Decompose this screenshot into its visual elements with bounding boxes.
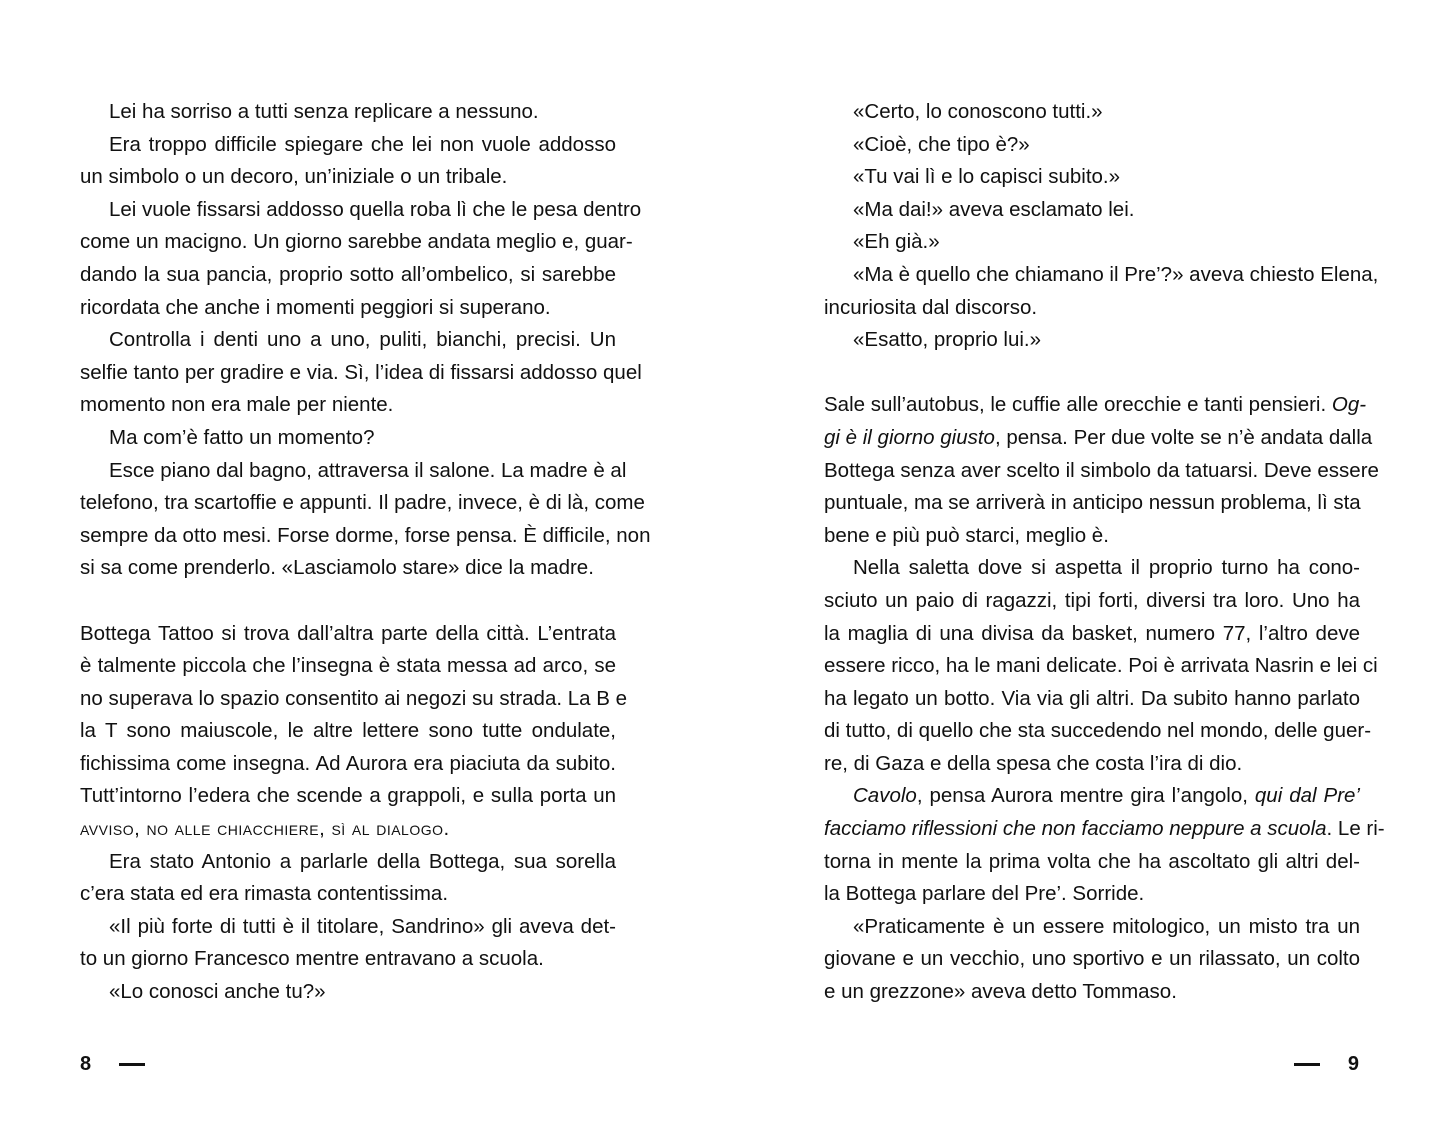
right-page xyxy=(824,96,1385,1009)
left-page xyxy=(80,96,651,1009)
text-line: facciamo riflessioni che non facciamo neppure a scuola. Le ri- xyxy=(824,817,1385,841)
text-line: Bottega senza aver scelto il simbolo da tatuarsi. Deve essere xyxy=(824,458,1379,482)
text-line: fichissima come insegna. Ad Aurora era piaciuta da subito. xyxy=(80,751,616,775)
folio-dash xyxy=(1294,1063,1320,1066)
folio-dash xyxy=(119,1063,145,1066)
text-line: momento non era male per niente. xyxy=(80,393,394,417)
text-line: «Esatto, proprio lui.» xyxy=(853,328,1042,352)
text-line: to un giorno Francesco mentre entravano a scuola. xyxy=(80,947,544,971)
blank-line xyxy=(80,585,616,618)
text-line: «Il più forte di tutti è il titolare, Sandrino» gli aveva det- xyxy=(109,914,616,938)
blank-line xyxy=(824,357,1360,390)
text-line: un simbolo o un decoro, un’iniziale o un tribale. xyxy=(80,165,508,189)
text-line: Bottega Tattoo si trova dall’altra parte della città. L’entrata xyxy=(80,621,616,645)
text-line: Era troppo difficile spiegare che lei non vuole addosso xyxy=(109,132,616,156)
text-line: torna in mente la prima volta che ha ascoltato gli altri del- xyxy=(824,849,1360,873)
text-line: Lei vuole fissarsi addosso quella roba lì che le pesa dentro xyxy=(109,197,642,221)
text-line: giovane e un vecchio, uno sportivo e un rilassato, un colto xyxy=(824,947,1360,971)
left-folio xyxy=(80,1050,145,1078)
text-line: sempre da otto mesi. Forse dorme, forse pensa. È difficile, non xyxy=(80,523,651,547)
text-line: re, di Gaza e della spesa che costa l’ira di dio. xyxy=(824,751,1243,775)
text-line: «Praticamente è un essere mitologico, un misto tra un xyxy=(853,914,1360,938)
text-line: Tutt’intorno l’edera che scende a grappoli, e sulla porta un xyxy=(80,784,616,808)
text-line: bene e più può starci, meglio è. xyxy=(824,523,1109,547)
page-number: 8 xyxy=(80,1052,92,1075)
text-line: «Lo conosci anche tu?» xyxy=(109,980,326,1004)
text-line: e un grezzone» aveva detto Tommaso. xyxy=(824,980,1177,1004)
text-line: essere ricco, ha le mani delicate. Poi è arrivata Nasrin e lei ci xyxy=(824,654,1378,678)
text-line: selfie tanto per gradire e via. Sì, l’idea di fissarsi addosso quel xyxy=(80,360,642,384)
text-line: «Ma è quello che chiamano il Pre’?» aveva chiesto Elena, xyxy=(853,262,1379,286)
text-line: dando la sua pancia, proprio sotto all’ombelico, si sarebbe xyxy=(80,262,616,286)
text-line: puntuale, ma se arriverà in anticipo nessun problema, lì sta xyxy=(824,491,1361,515)
text-line: Controlla i denti uno a uno, puliti, bianchi, precisi. Un xyxy=(109,328,616,352)
text-line: Cavolo, pensa Aurora mentre gira l’angolo, qui dal Pre’ xyxy=(853,784,1360,808)
page-number: 9 xyxy=(1347,1052,1359,1075)
text-line: come un macigno. Un giorno sarebbe andata meglio e, guar- xyxy=(80,230,633,254)
text-line: gi è il giorno giusto, pensa. Per due volte se n’è andata dalla xyxy=(824,425,1373,449)
text-line: «Tu vai lì e lo capisci subito.» xyxy=(853,165,1121,189)
text-line: sciuto un paio di ragazzi, tipi forti, diversi tra loro. Uno ha xyxy=(824,588,1360,612)
text-line: incuriosita dal discorso. xyxy=(824,295,1038,319)
text-line: telefono, tra scartoffie e appunti. Il padre, invece, è di là, come xyxy=(80,491,645,515)
text-line: «Eh già.» xyxy=(853,230,940,254)
text-line: Lei ha sorriso a tutti senza replicare a nessuno. xyxy=(109,100,539,123)
text-line: «Certo, lo conoscono tutti.» xyxy=(853,100,1103,123)
text-line: Nella saletta dove si aspetta il proprio turno ha cono- xyxy=(853,556,1360,580)
text-line: «Cioè, che tipo è?» xyxy=(853,132,1030,156)
text-line: la T sono maiuscole, le altre lettere sono tutte ondulate, xyxy=(80,719,616,743)
text-line: ha legato un botto. Via via gli altri. Da subito hanno parlato xyxy=(824,686,1360,710)
text-line: è talmente piccola che l’insegna è stata messa ad arco, se xyxy=(80,654,616,678)
text-line: Era stato Antonio a parlarle della Bottega, sua sorella xyxy=(109,849,616,873)
text-line: la Bottega parlare del Pre’. Sorride. xyxy=(824,882,1145,906)
text-line: ricordata che anche i momenti peggiori si superano. xyxy=(80,295,551,319)
text-line: di tutto, di quello che sta succedendo nel mondo, delle guer- xyxy=(824,719,1372,743)
text-line: «Ma dai!» aveva esclamato lei. xyxy=(853,197,1135,221)
text-line: avviso, no alle chiacchiere, sì al dialogo. xyxy=(80,817,450,841)
text-line: Ma com’è fatto un momento? xyxy=(109,425,375,449)
text-line: c’era stata ed era rimasta contentissima. xyxy=(80,882,449,906)
text-line: Sale sull’autobus, le cuffie alle orecchie e tanti pensieri. Og- xyxy=(824,393,1367,417)
text-line: Esce piano dal bagno, attraversa il salone. La madre è al xyxy=(109,458,627,482)
text-line: la maglia di una divisa da basket, numero 77, l’altro deve xyxy=(824,621,1360,645)
text-line: no superava lo spazio consentito ai negozi su strada. La B e xyxy=(80,686,628,710)
text-line: si sa come prenderlo. «Lasciamolo stare» dice la madre. xyxy=(80,556,594,580)
right-folio xyxy=(1294,1050,1359,1078)
